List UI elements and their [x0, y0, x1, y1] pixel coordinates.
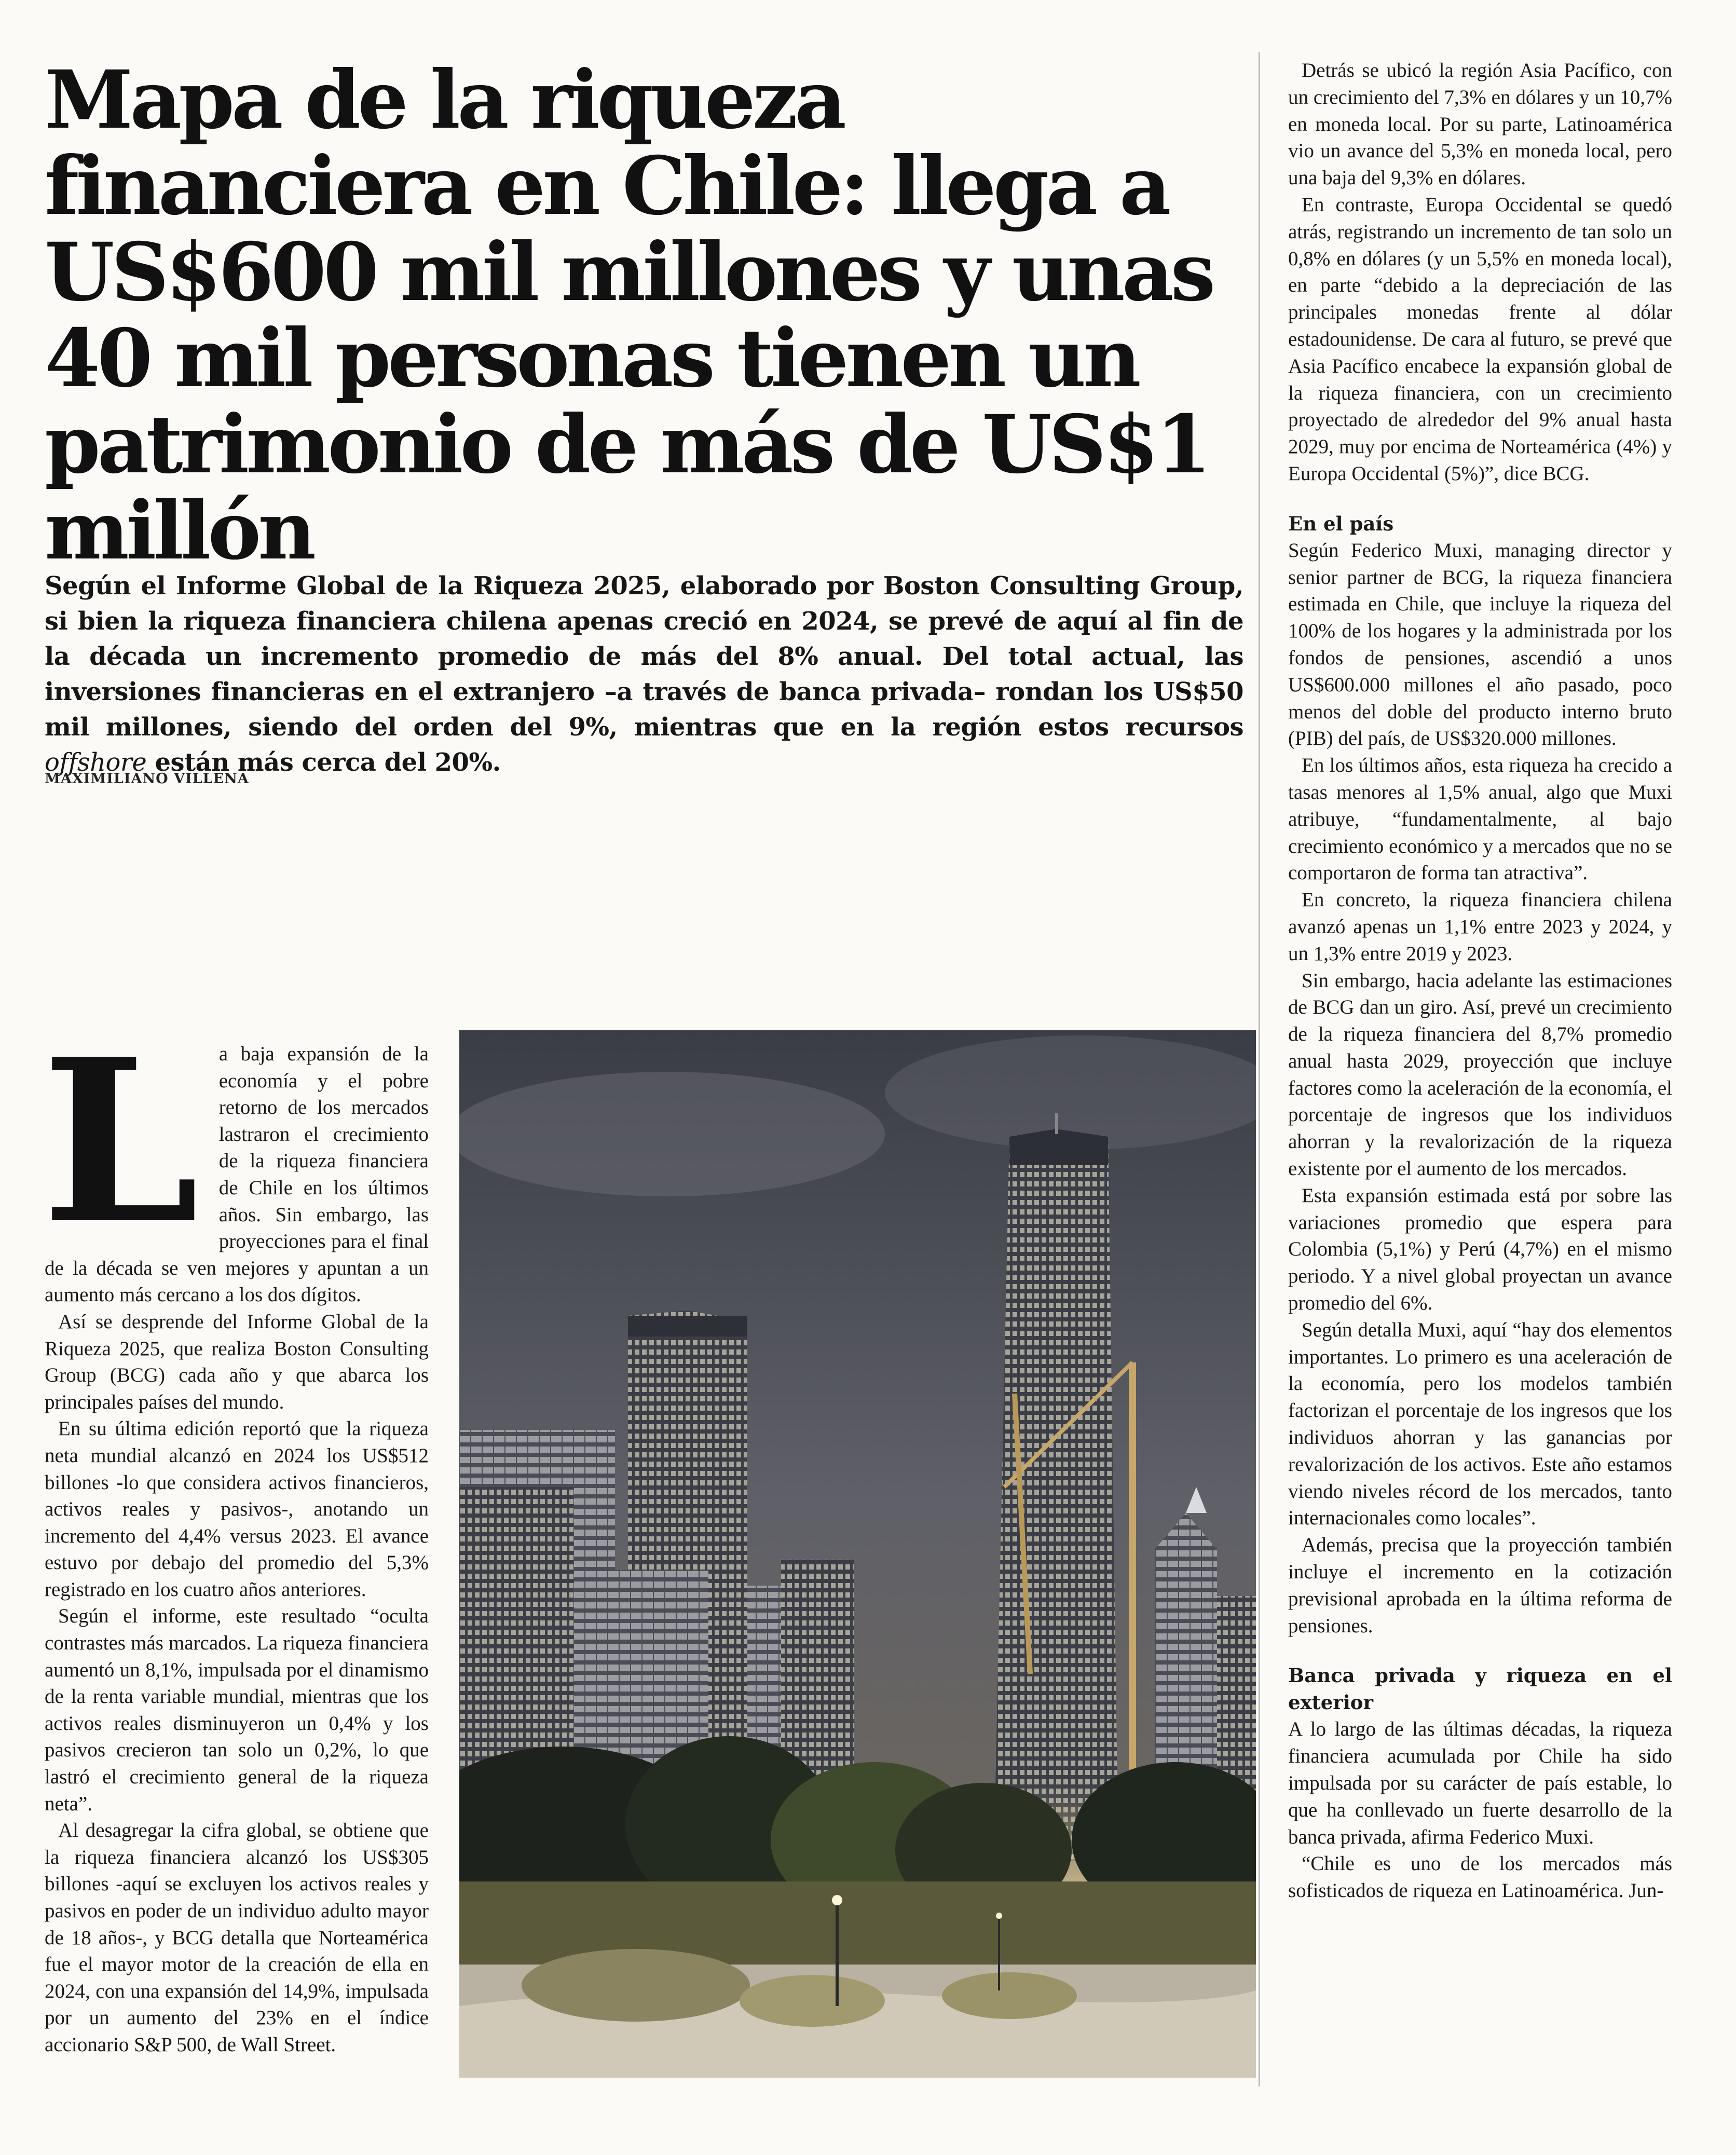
column-divider [1259, 52, 1260, 2086]
deck-italic: offshore [45, 748, 147, 777]
body-paragraph: Detrás se ubicó la región Asia Pacífico, con un crecimiento del 7,3% en dólares y un 10,7% en moneda local. Por su parte, Latinoamérica vio un avance del 5,3% en moneda local, pero una baja del 9,3% en dólares. [1288, 59, 1672, 189]
body-left-column [42, 1010, 429, 2058]
body-paragraph: La baja expansión de la economía y el pobre retorno de los mercados lastraron el crecimiento de la riqueza financiera de Chile en los últimos años. Sin embargo, las proyecciones para el final de la década se ven mejores y apuntan a un aumento más cercano a los dos dígitos. [42, 1010, 429, 1306]
byline: MAXIMILIANO VILLENA [45, 771, 249, 787]
body-paragraph: En contraste, Europa Occidental se quedó atrás, registrando un incremento de tan solo un 0,8% en dólares (y un 5,5% en moneda local), en parte “debido a la depreciación de las principales monedas frente al dólar estadounidense. De cara al futuro, se prevé que Asia Pacífico encabece la expansión global de la riqueza financiera, con un crecimiento proyectado de alrededor del 9% anual hasta 2029, muy por encima de Norteamérica (4%) y Europa Occidental (5%)”, dice BCG. [1288, 193, 1672, 485]
deck-text-2: están más cerca del 20%. [146, 748, 501, 777]
subhead: Banca privada y riqueza en el exterior [1288, 1664, 1672, 1714]
body-paragraph: En concreto, la riqueza financiera chilena avanzó apenas un 1,1% entre 2023 y 2024, y un 1,3% entre 2019 y 2023. [1288, 889, 1672, 965]
body-paragraph: A lo largo de las últimas décadas, la riqueza financiera acumulada por Chile ha sido impulsada por su carácter de país estable, lo que ha conllevado un fuerte desarrollo de la banca privada, afirma Federico Muxi. [1288, 1718, 1672, 1848]
body-paragraph: Así se desprende del Informe Global de la Riqueza 2025, que realiza Boston Consulting Group (BCG) cada año y que abarca los principales países del mundo. [45, 1310, 429, 1413]
city-skyline-photo [459, 1030, 1256, 2078]
body-paragraph: Según el informe, este resultado “oculta contrastes más marcados. La riqueza financiera aumentó un 8,1%, impulsada por el dinamismo de la renta variable mundial, mientras que los activos reales disminuyeron un 0,4% y los pasivos crecieron tan solo un 0,2%, lo que lastró el crecimiento general de la riqueza neta”. [45, 1605, 429, 1815]
body-paragraph: Al desagregar la cifra global, se obtiene que la riqueza financiera alcanzó los US$305 billones -aquí se excluyen los activos reales y pasivos en poder de un individuo adulto mayor de 18 años-, y BCG detalla que Norteamérica fue el mayor motor de la creación de ella en 2024, con una expansión del 14,9%, impulsada por un aumento del 23% en el índice accionario S&P 500, de Wall Street. [45, 1819, 429, 2056]
body-paragraph: Según Federico Muxi, managing director y senior partner de BCG, la riqueza financiera estimada en Chile, que incluye la riqueza del 100% de los hogares y la administrada por los fondos de pensiones, ascendió a unos US$600.000 millones el año pasado, poco menos del doble del producto interno bruto (PIB) del país, de US$320.000 millones. [1288, 539, 1672, 750]
deck-text-1: Según el Informe Global de la Riqueza 2025, elaborado por Boston Consulting Group, si bien la riqueza financiera chilena apenas creció en 2024, se prevé de aquí al fin de la década un incremento promedio de más del 8% anual. Del total actual, las inversiones financieras en el extranjero –a través de banca privada– rondan los US$50 mil millones, siendo del orden del 9%, mientras que en la región estos recursos [45, 571, 1243, 742]
body-paragraph: En su última edición reportó que la riqueza neta mundial alcanzó en 2024 los US$512 billones -lo que considera activos financieros, activos reales y pasivos-, anotando un incremento del 4,4% versus 2023. El avance estuvo por debajo del promedio del 5,3% registrado en los cuatro años anteriores. [45, 1417, 429, 1601]
deck [45, 568, 1243, 780]
body-right-column [1288, 57, 1672, 1904]
body-paragraph: Según detalla Muxi, aquí “hay dos elementos importantes. Lo primero es una aceleración de la economía, pero los modelos también factorizan el porcentaje de los ingresos que los individuos ahorran y las ganancias por revalorización de los activos. Este año estamos viendo niveles récord de los mercados, tanto internacionales como locales”. [1288, 1318, 1672, 1530]
body-paragraph: Además, precisa que la proyección también incluye el incremento en la cotización previsional aprobada en la última reforma de pensiones. [1288, 1534, 1672, 1637]
body-paragraph: Esta expansión estimada está por sobre las variaciones promedio que espera para Colombia (5,1%) y Perú (4,7%) en el mismo periodo. Y a nivel global proyectan un avance promedio del 6%. [1288, 1184, 1672, 1315]
headline: Mapa de la riqueza financiera en Chile: llega a US$600 mil millones y unas 40 mil personas tienen un patrimonio de más de US$1 millón [45, 53, 1213, 578]
body-paragraph: En los últimos años, esta riqueza ha crecido a tasas menores al 1,5% anual, algo que Muxi atribuye, “fundamentalmente, al bajo crecimiento económico y a mercados que no se comportaron de forma tan atractiva”. [1288, 754, 1672, 884]
drop-cap: L [42, 1010, 199, 1273]
body-paragraph: Sin embargo, hacia adelante las estimaciones de BCG dan un giro. Así, prevé un crecimiento de la riqueza financiera del 8,7% promedio anual hasta 2029, proyección que incluye factores como la aceleración de la economía, el porcentaje de ingresos que los individuos ahorran y la revalorización de la riqueza existente por el aumento de los mercados. [1288, 969, 1672, 1180]
body-paragraph: “Chile es uno de los mercados más sofisticados de riqueza en Latinoamérica. Jun- [1288, 1852, 1672, 1902]
subhead: En el país [1288, 512, 1394, 535]
